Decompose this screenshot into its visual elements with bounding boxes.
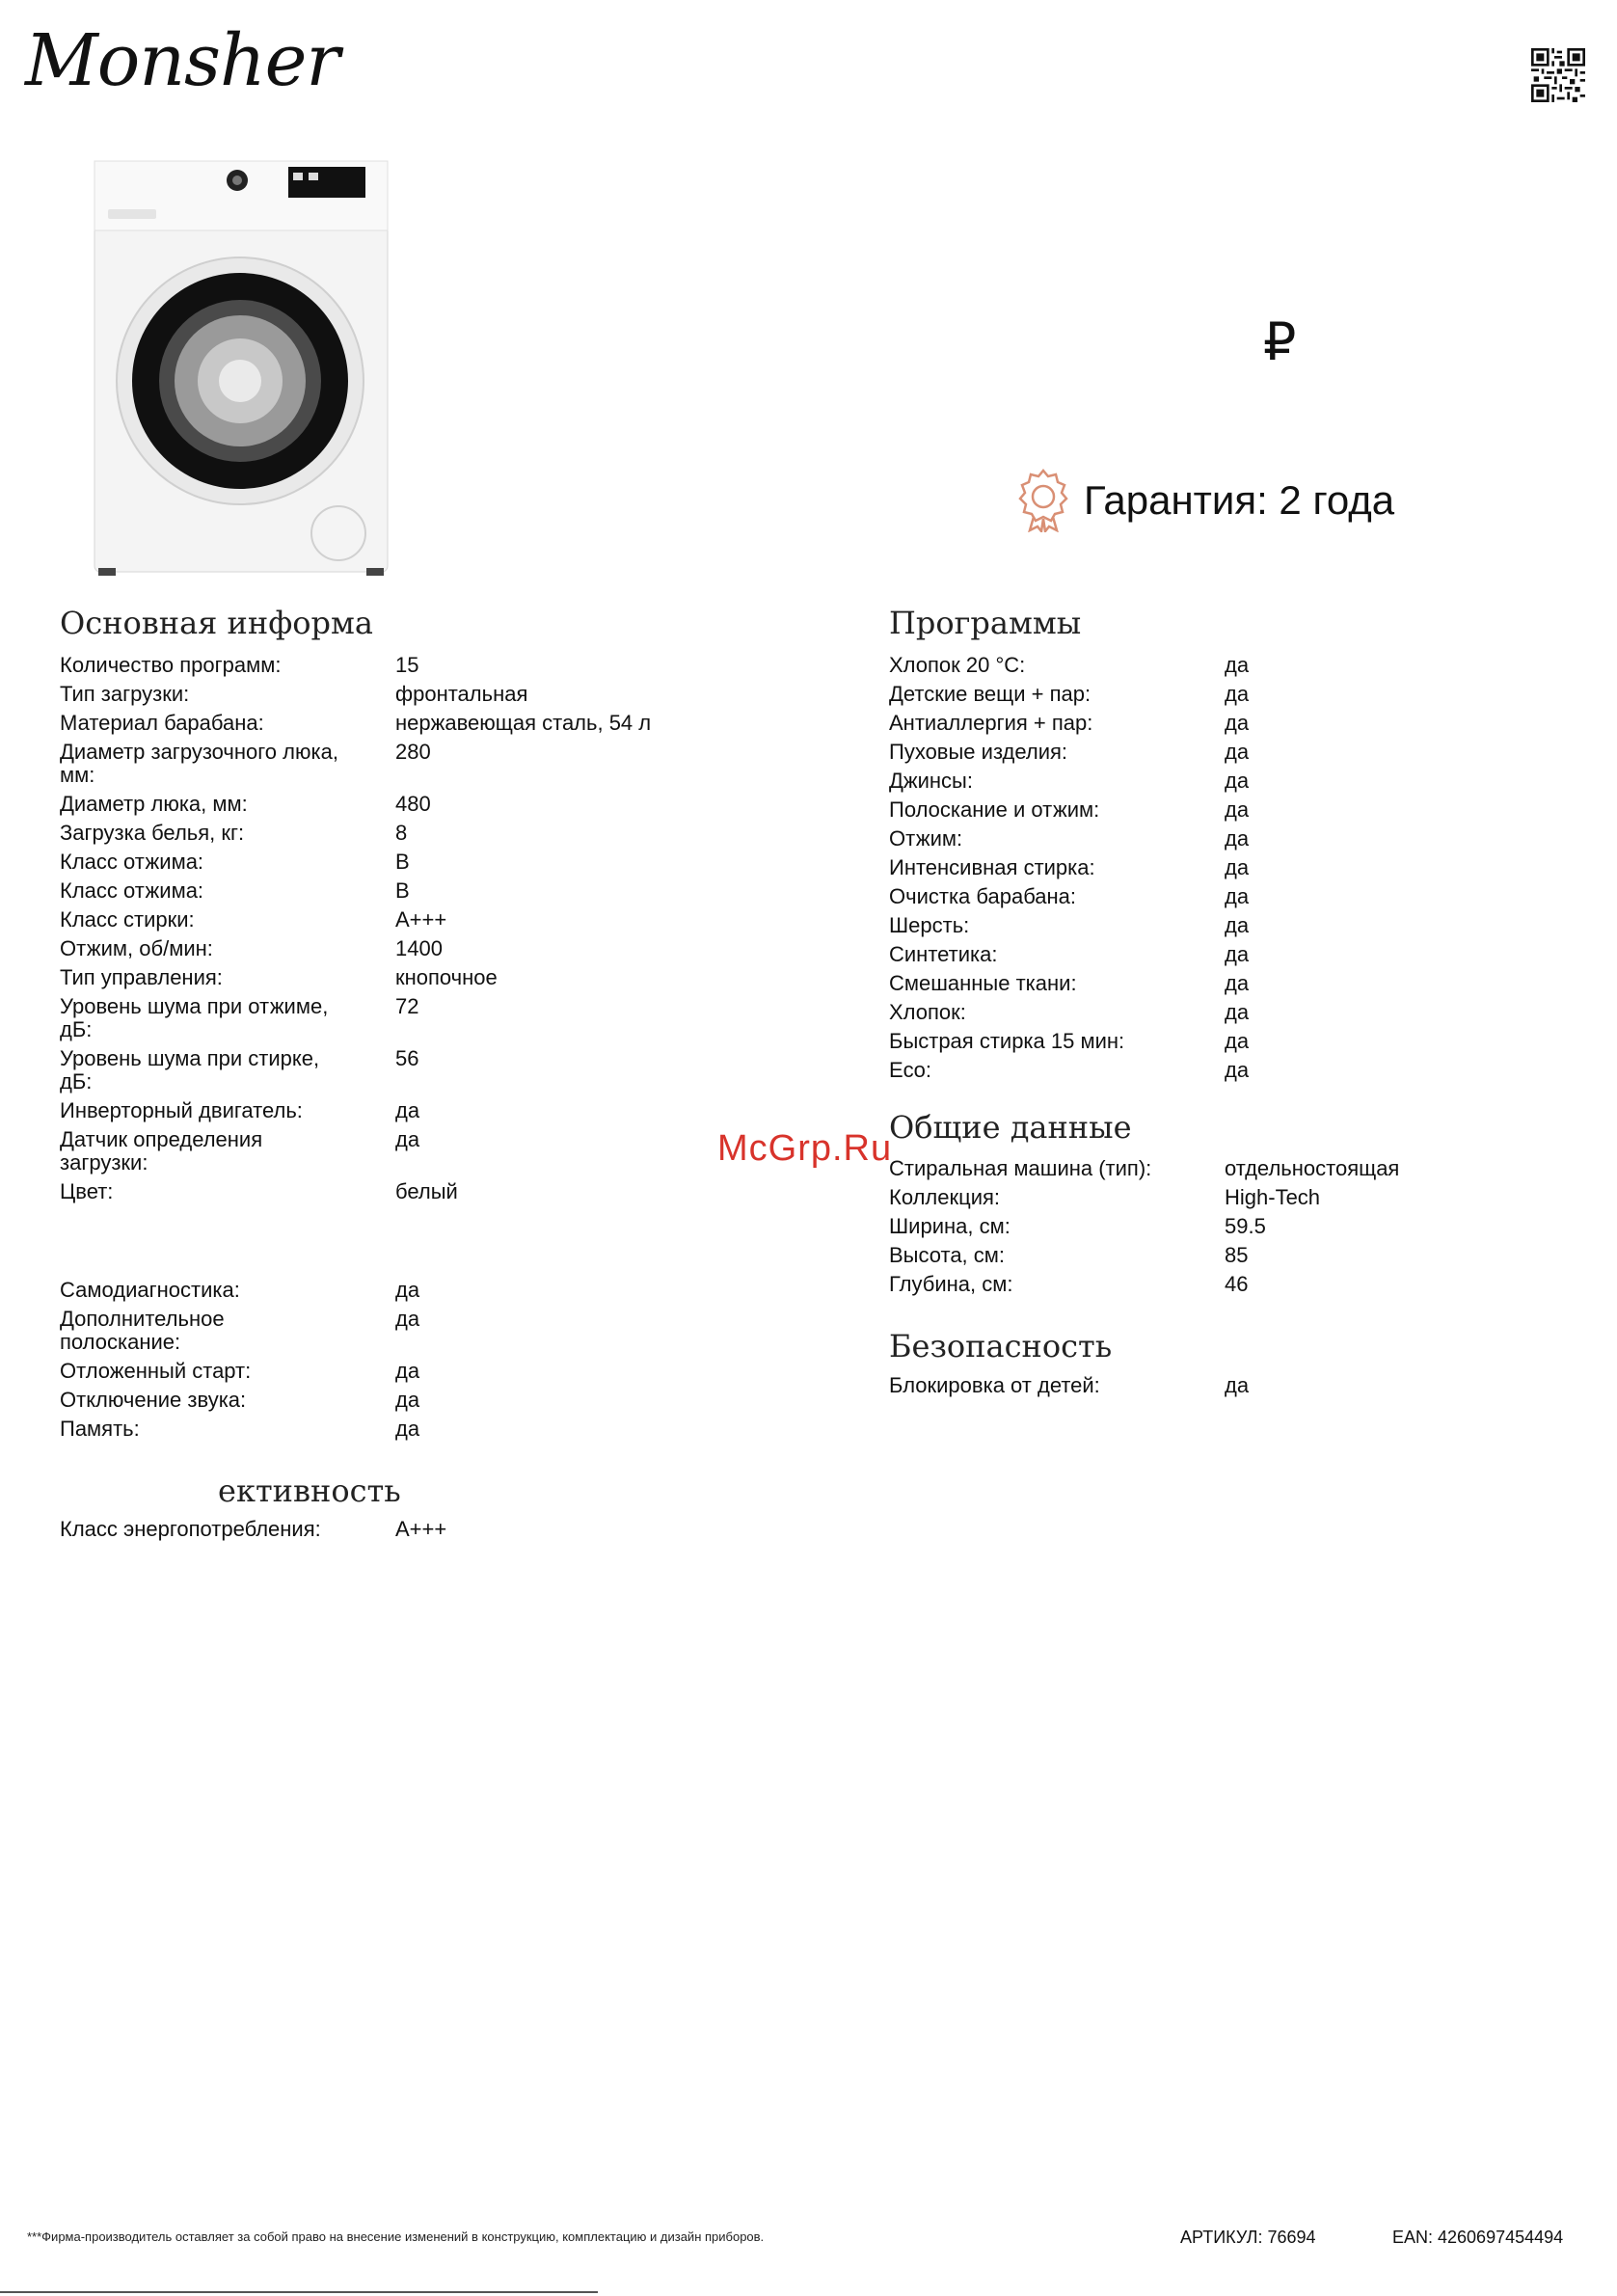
spec-table-extra	[60, 1279, 687, 1446]
spec-value: 280	[395, 740, 431, 764]
spec-value: 46	[1225, 1272, 1249, 1296]
spec-label: Тип загрузки:	[60, 682, 190, 706]
qr-code	[1531, 48, 1585, 102]
brand-logo: Monsher	[25, 19, 339, 102]
spec-label: Дополнительное полоскание:	[60, 1307, 225, 1354]
spec-value: 1400	[395, 936, 443, 960]
spec-table-programs	[889, 654, 1564, 1088]
section-title-safety: Безопасность	[889, 1328, 1113, 1364]
spec-label: Класс отжима:	[60, 850, 204, 874]
spec-value: белый	[395, 1179, 458, 1203]
spec-label: Диаметр загрузочного люка, мм:	[60, 740, 338, 787]
spec-label: Eco:	[889, 1058, 932, 1082]
washing-machine-image	[91, 159, 391, 580]
spec-value: да	[395, 1388, 420, 1412]
section-title-general: Общие данные	[889, 1109, 1132, 1146]
spec-label: Синтетика:	[889, 942, 998, 966]
section-title-main-info: Основная информа	[60, 605, 373, 641]
spec-value: да	[1225, 682, 1250, 706]
spec-label: Высота, см:	[889, 1243, 1006, 1267]
spec-label: Детские вещи + пар:	[889, 682, 1091, 706]
warranty-badge	[1016, 469, 1394, 532]
spec-label: Отложенный старт:	[60, 1359, 252, 1383]
spec-value: да	[1225, 971, 1250, 995]
spec-value: 56	[395, 1046, 419, 1070]
spec-label: Отжим, об/мин:	[60, 936, 213, 960]
spec-value: High-Tech	[1225, 1185, 1321, 1209]
spec-table-main-info	[60, 654, 687, 1209]
spec-label: Диаметр люка, мм:	[60, 792, 248, 816]
spec-value: кнопочное	[395, 965, 498, 989]
spec-label: Уровень шума при отжиме, дБ:	[60, 994, 329, 1041]
spec-value: да	[395, 1417, 420, 1441]
spec-value: 72	[395, 994, 419, 1018]
spec-label: Отключение звука:	[60, 1388, 247, 1412]
spec-label: Класс отжима:	[60, 878, 204, 903]
spec-label: Быстрая стирка 15 мин:	[889, 1029, 1125, 1053]
spec-value: B	[395, 878, 410, 903]
spec-label: Материал барабана:	[60, 711, 264, 735]
spec-label: Отжим:	[889, 826, 963, 851]
spec-label: Очистка барабана:	[889, 884, 1077, 908]
watermark: McGrp.Ru	[717, 1128, 893, 1169]
spec-label: Шерсть:	[889, 913, 970, 937]
spec-table-efficiency	[60, 1518, 687, 1547]
footer-article: АРТИКУЛ: 76694	[1180, 2228, 1316, 2247]
section-title-efficiency: ективность	[218, 1472, 401, 1509]
spec-value: да	[1225, 740, 1250, 764]
spec-label: Самодиагностика:	[60, 1278, 240, 1302]
spec-label: Тип управления:	[60, 965, 223, 989]
spec-label: Блокировка от детей:	[889, 1373, 1100, 1397]
spec-value: фронтальная	[395, 682, 528, 706]
spec-label: Количество программ:	[60, 653, 282, 677]
spec-label: Коллекция:	[889, 1185, 1001, 1209]
spec-label: Загрузка белья, кг:	[60, 821, 245, 845]
spec-label: Ширина, см:	[889, 1214, 1011, 1238]
spec-value: 480	[395, 792, 431, 816]
spec-label: Инверторный двигатель:	[60, 1098, 303, 1122]
spec-value: да	[395, 1359, 420, 1383]
spec-label: Цвет:	[60, 1179, 114, 1203]
spec-value: 85	[1225, 1243, 1249, 1267]
spec-value: да	[1225, 769, 1250, 793]
spec-value: нержавеющая сталь, 54 л	[395, 711, 652, 735]
spec-label: Джинсы:	[889, 769, 973, 793]
spec-table-general	[889, 1157, 1564, 1302]
spec-value: отдельностоящая	[1225, 1156, 1400, 1180]
footer-disclaimer: ***Фирма-производитель оставляет за собой право на внесение изменений в конструкцию, комплектацию и дизайн приборов.	[27, 2229, 765, 2244]
spec-label: Антиаллергия + пар:	[889, 711, 1093, 735]
spec-value: 59.5	[1225, 1214, 1266, 1238]
spec-value: да	[1225, 1000, 1250, 1024]
spec-label: Хлопок:	[889, 1000, 966, 1024]
spec-value: да	[1225, 653, 1250, 677]
spec-value: A+++	[395, 1517, 447, 1541]
spec-label: Датчик определения загрузки:	[60, 1127, 263, 1175]
spec-value: да	[1225, 884, 1250, 908]
spec-label: Хлопок 20 °C:	[889, 653, 1026, 677]
footer-ean: EAN: 4260697454494	[1392, 2228, 1564, 2247]
spec-label: Класс стирки:	[60, 907, 195, 932]
spec-value: да	[1225, 711, 1250, 735]
spec-value: да	[1225, 1373, 1250, 1397]
spec-label: Полоскание и отжим:	[889, 797, 1100, 822]
spec-label: Смешанные ткани:	[889, 971, 1077, 995]
spec-label: Память:	[60, 1417, 140, 1441]
spec-value: да	[1225, 797, 1250, 822]
spec-label: Уровень шума при стирке, дБ:	[60, 1046, 320, 1094]
bottom-rule	[0, 2291, 598, 2293]
spec-value: да	[1225, 826, 1250, 851]
spec-value: 8	[395, 821, 408, 845]
spec-value: да	[395, 1127, 420, 1151]
spec-label: Класс энергопотребления:	[60, 1517, 321, 1541]
spec-value: 15	[395, 653, 419, 677]
section-title-programs: Программы	[889, 605, 1082, 641]
spec-value: да	[1225, 1029, 1250, 1053]
spec-value: да	[1225, 942, 1250, 966]
warranty-label: Гарантия: 2 года	[1084, 477, 1395, 523]
spec-value: да	[1225, 1058, 1250, 1082]
price-currency: ₽	[1263, 313, 1297, 371]
spec-value: да	[1225, 855, 1250, 879]
spec-label: Интенсивная стирка:	[889, 855, 1095, 879]
spec-value: A+++	[395, 907, 447, 932]
spec-label: Глубина, см:	[889, 1272, 1013, 1296]
spec-label: Пуховые изделия:	[889, 740, 1068, 764]
spec-value: да	[395, 1098, 420, 1122]
spec-value: да	[395, 1307, 420, 1331]
spec-value: B	[395, 850, 410, 874]
spec-label: Стиральная машина (тип):	[889, 1156, 1152, 1180]
medal-icon	[1016, 469, 1070, 532]
spec-value: да	[395, 1278, 420, 1302]
spec-value: да	[1225, 913, 1250, 937]
spec-table-safety	[889, 1374, 1564, 1403]
